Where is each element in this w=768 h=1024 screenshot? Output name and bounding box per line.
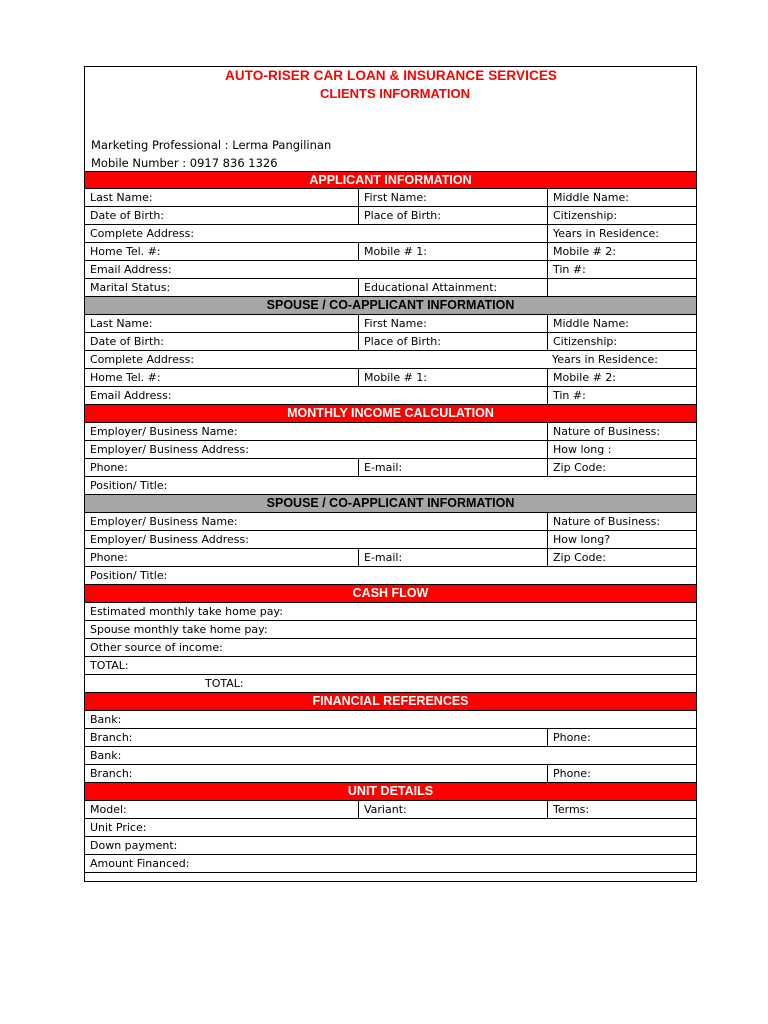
section-header-monthly-income: MONTHLY INCOME CALCULATION [85,405,696,423]
table-row [85,855,696,873]
section-header-spouse-income: SPOUSE / CO-APPLICANT INFORMATION [85,495,696,513]
spouse-employer-email-field[interactable]: E-mail: [358,549,547,566]
position-title-field[interactable]: Position/ Title: [90,479,168,492]
spouse-position-title-field[interactable]: Position/ Title: [90,569,168,582]
amount-financed-field[interactable]: Amount Financed: [90,857,190,870]
table-row [85,675,696,693]
home-tel-field[interactable]: Home Tel. #: [90,245,161,258]
marketing-professional: Marketing Professional : Lerma Pangilinan [91,138,332,152]
phone-2-field[interactable]: Phone: [547,765,696,782]
table-row [85,189,696,207]
table-row [85,315,696,333]
spouse-first-name-field[interactable]: First Name: [358,315,547,332]
net-total-field[interactable]: TOTAL: [205,677,244,690]
table-row [85,261,696,279]
model-field[interactable]: Model: [90,803,127,816]
table-row [85,477,696,495]
table-row [85,333,696,351]
client-information-form [84,66,697,882]
spouse-how-long-field[interactable]: How long? [547,531,696,548]
table-row [85,639,696,657]
employer-email-field[interactable]: E-mail: [358,459,547,476]
spouse-citizenship-field[interactable]: Citizenship: [547,333,696,350]
spouse-last-name-field[interactable]: Last Name: [90,317,153,330]
place-of-birth-field[interactable]: Place of Birth: [358,207,547,224]
last-name-field[interactable]: Last Name: [90,191,153,204]
table-row [85,243,696,261]
employer-name-field[interactable]: Employer/ Business Name: [90,425,238,438]
section-header-unit-details: UNIT DETAILS [85,783,696,801]
educational-attainment-field[interactable]: Educational Attainment: [358,279,547,296]
section-header-spouse: SPOUSE / CO-APPLICANT INFORMATION [85,297,696,315]
nature-of-business-field[interactable]: Nature of Business: [547,423,696,440]
table-row [85,711,696,729]
table-row [85,729,696,747]
branch-2-field[interactable]: Branch: [90,767,133,780]
down-payment-field[interactable]: Down payment: [90,839,178,852]
table-row [85,531,696,549]
bank-2-field[interactable]: Bank: [90,749,122,762]
document-title: AUTO-RISER CAR LOAN & INSURANCE SERVICES [225,68,558,83]
phone-1-field[interactable]: Phone: [547,729,696,746]
spouse-tin-field[interactable]: Tin #: [547,387,696,404]
table-row [85,837,696,855]
employer-address-field[interactable]: Employer/ Business Address: [90,443,249,456]
total-field[interactable]: TOTAL: [90,659,129,672]
spouse-years-in-residence-field[interactable]: Years in Residence: [552,353,658,366]
years-in-residence-field[interactable]: Years in Residence: [547,225,696,242]
employer-phone-field[interactable]: Phone: [90,461,128,474]
table-row [85,603,696,621]
spouse-employer-address-field[interactable]: Employer/ Business Address: [90,533,249,546]
table-row [85,513,696,531]
table-row [85,459,696,477]
take-home-pay-field[interactable]: Estimated monthly take home pay: [90,605,283,618]
section-header-applicant: APPLICANT INFORMATION [85,171,696,189]
document-subtitle: CLIENTS INFORMATION [320,86,470,101]
mobile-2-field[interactable]: Mobile # 2: [547,243,696,260]
table-row [85,441,696,459]
variant-field[interactable]: Variant: [358,801,547,818]
mobile-1-field[interactable]: Mobile # 1: [358,243,547,260]
table-row [85,747,696,765]
marital-status-field[interactable]: Marital Status: [90,281,171,294]
spouse-take-home-pay-field[interactable]: Spouse monthly take home pay: [90,623,268,636]
citizenship-field[interactable]: Citizenship: [547,207,696,224]
table-row [85,279,696,297]
spouse-nature-of-business-field[interactable]: Nature of Business: [547,513,696,530]
table-row [85,801,696,819]
spouse-mobile-2-field[interactable]: Mobile # 2: [547,369,696,386]
table-row [85,657,696,675]
how-long-field[interactable]: How long : [547,441,696,458]
table-row [85,351,696,369]
table-row [85,225,696,243]
table-row [85,873,696,892]
spouse-employer-name-field[interactable]: Employer/ Business Name: [90,515,238,528]
middle-name-field[interactable]: Middle Name: [547,189,696,206]
spouse-mobile-1-field[interactable]: Mobile # 1: [358,369,547,386]
table-row [85,567,696,585]
spouse-middle-name-field[interactable]: Middle Name: [547,315,696,332]
section-header-cash-flow: CASH FLOW [85,585,696,603]
spouse-email-address-field[interactable]: Email Address: [90,389,172,402]
table-row [85,387,696,405]
email-address-field[interactable]: Email Address: [90,263,172,276]
tin-field[interactable]: Tin #: [547,261,696,278]
spouse-complete-address-field[interactable]: Complete Address: [90,353,195,366]
table-row [85,549,696,567]
first-name-field[interactable]: First Name: [358,189,547,206]
table-row [85,765,696,783]
complete-address-field[interactable]: Complete Address: [90,227,195,240]
unit-price-field[interactable]: Unit Price: [90,821,147,834]
spouse-home-tel-field[interactable]: Home Tel. #: [90,371,161,384]
terms-field[interactable]: Terms: [547,801,696,818]
other-income-field[interactable]: Other source of income: [90,641,223,654]
spouse-zip-code-field[interactable]: Zip Code: [547,549,696,566]
spouse-employer-phone-field[interactable]: Phone: [90,551,128,564]
bank-1-field[interactable]: Bank: [90,713,122,726]
zip-code-field[interactable]: Zip Code: [547,459,696,476]
table-row [85,819,696,837]
spouse-date-of-birth-field[interactable]: Date of Birth: [90,335,165,348]
table-row [85,207,696,225]
table-row [85,423,696,441]
branch-1-field[interactable]: Branch: [90,731,133,744]
mobile-number: Mobile Number : 0917 836 1326 [91,156,278,170]
form-table [85,171,696,892]
table-row [85,621,696,639]
date-of-birth-field[interactable]: Date of Birth: [90,209,165,222]
spouse-place-of-birth-field[interactable]: Place of Birth: [358,333,547,350]
table-row [85,369,696,387]
empty-cell[interactable] [547,279,696,296]
section-header-financial-references: FINANCIAL REFERENCES [85,693,696,711]
